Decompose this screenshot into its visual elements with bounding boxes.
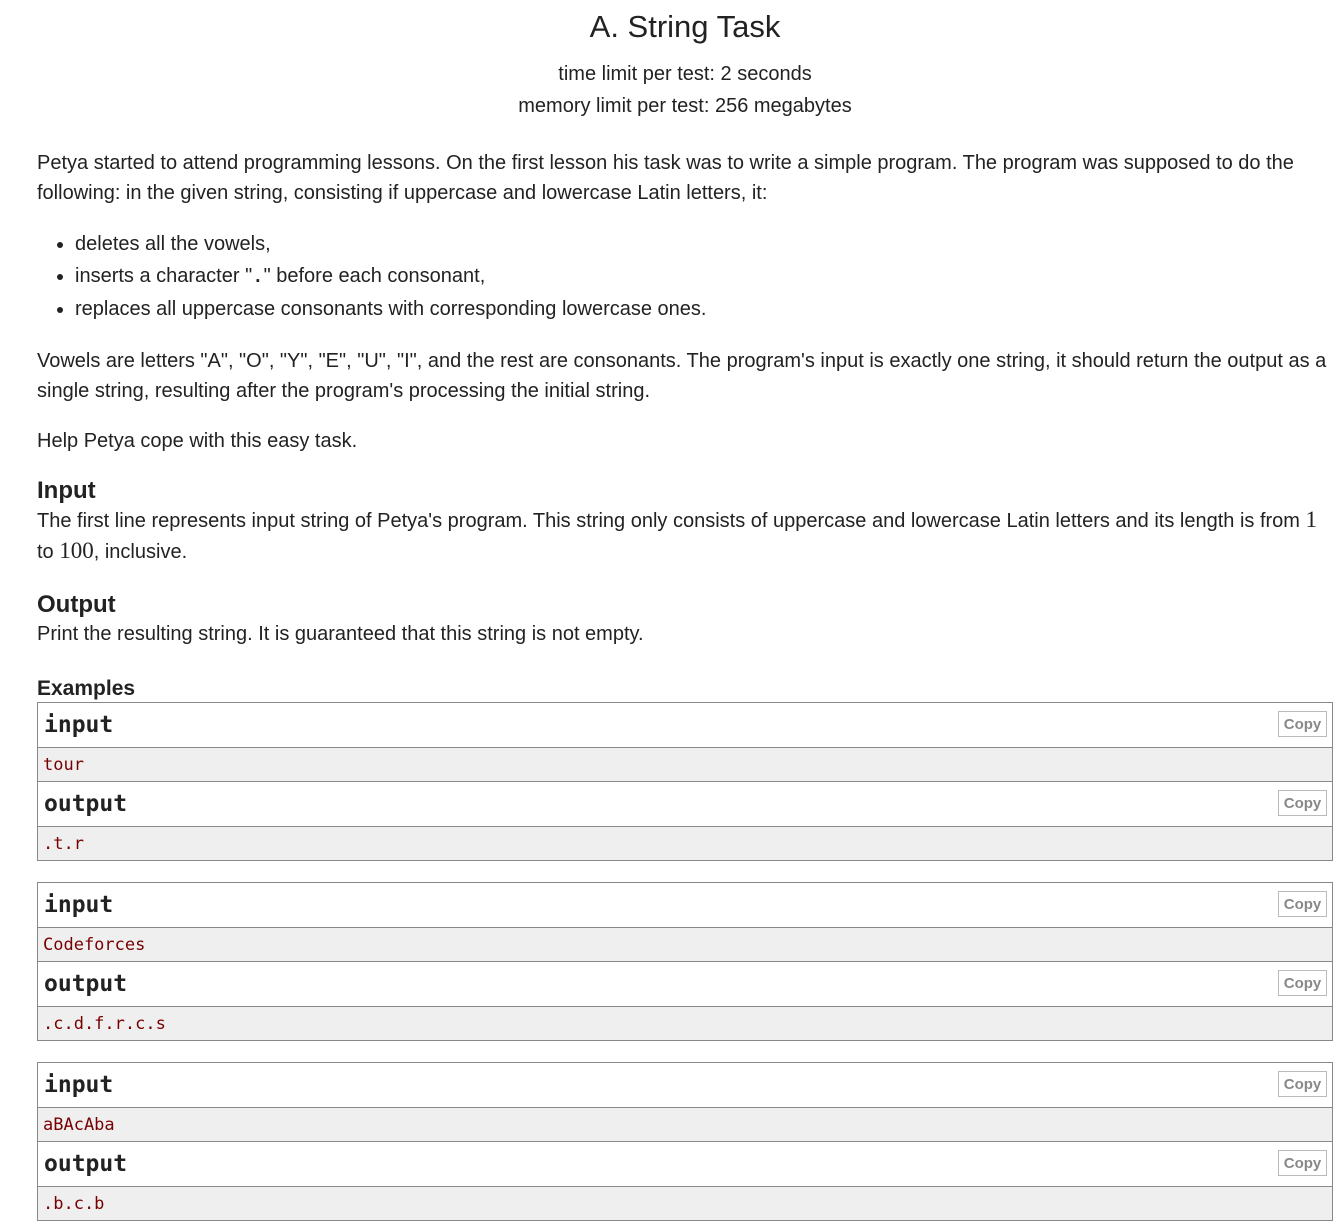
output-value[interactable]: .t.r — [43, 834, 84, 854]
problem-title: A. String Task — [589, 9, 781, 44]
output-value[interactable]: .c.d.f.r.c.s — [43, 1014, 166, 1034]
memory-limit: memory limit per test: 256 megabytes — [518, 95, 852, 117]
statement-vowels: Vowels are letters "A", "O", "Y", "E", "U", "I", and the rest are consonants. The program's input is exactly one string, it should return the output as a single string, resulting after the program's processing the initial string. — [37, 350, 1327, 402]
output-label: output — [44, 791, 128, 817]
min-length: 1 — [1305, 507, 1317, 532]
copy-button[interactable]: Copy — [1278, 891, 1327, 917]
input-text-before: The first line represents input string of Petya's program. This string only consists of uppercase and lowercase Latin letters and its length is from — [37, 510, 1306, 532]
output-label: output — [44, 1151, 128, 1177]
rule-item — [75, 228, 1333, 260]
input-label: input — [44, 1072, 114, 1098]
output-value[interactable]: .b.c.b — [43, 1194, 105, 1214]
copy-button[interactable]: Copy — [1278, 790, 1327, 816]
input-header — [38, 703, 1332, 748]
copy-button[interactable]: Copy — [1278, 711, 1327, 737]
copy-button[interactable]: Copy — [1278, 970, 1327, 996]
input-section-text — [37, 505, 1333, 567]
input-body — [38, 748, 1332, 782]
copy-button[interactable]: Copy — [1278, 1150, 1327, 1176]
sample-test — [37, 1062, 1333, 1221]
output-section-title: Output — [37, 591, 116, 618]
input-text-middle: to — [37, 541, 60, 563]
output-header — [38, 782, 1332, 827]
input-label: input — [44, 892, 114, 918]
problem-statement — [37, 0, 1333, 1221]
output-section-text: Print the resulting string. It is guaranteed that this string is not empty. — [37, 623, 644, 645]
output-body — [38, 827, 1332, 860]
output-header — [38, 1142, 1332, 1187]
statement-intro: Petya started to attend programming lessons. On the first lesson his task was to write a simple program. The program was supposed to do the following: in the given string, consisting if uppercase and lowercase Latin letters, it: — [37, 152, 1294, 204]
rule-text: deletes all the vowels, — [75, 233, 271, 255]
input-section-title: Input — [37, 477, 96, 504]
input-body — [38, 928, 1332, 962]
rule-text: inserts a character " — [75, 265, 253, 287]
dot-character: . — [252, 266, 264, 288]
rule-text: replaces all uppercase consonants with corresponding lowercase ones. — [75, 298, 707, 320]
input-body — [38, 1108, 1332, 1142]
max-length: 100 — [59, 538, 94, 563]
examples-title: Examples — [37, 677, 136, 700]
rule-item — [75, 260, 1333, 293]
input-value[interactable]: tour — [43, 755, 84, 775]
input-value[interactable]: Codeforces — [43, 935, 146, 955]
sample-test — [37, 882, 1333, 1041]
input-label: input — [44, 712, 114, 738]
input-value[interactable]: aBAcAba — [43, 1115, 115, 1135]
input-header — [38, 883, 1332, 928]
output-body — [38, 1007, 1332, 1040]
time-limit: time limit per test: 2 seconds — [558, 63, 812, 85]
sample-test — [37, 702, 1333, 861]
rule-item — [75, 293, 1333, 325]
output-header — [38, 962, 1332, 1007]
input-header — [38, 1063, 1332, 1108]
input-text-after: , inclusive. — [93, 541, 188, 563]
statement-help: Help Petya cope with this easy task. — [37, 430, 358, 452]
output-label: output — [44, 971, 128, 997]
output-body — [38, 1187, 1332, 1220]
rule-text: " before each consonant, — [263, 265, 486, 287]
rules-list — [37, 228, 1333, 325]
copy-button[interactable]: Copy — [1278, 1071, 1327, 1097]
